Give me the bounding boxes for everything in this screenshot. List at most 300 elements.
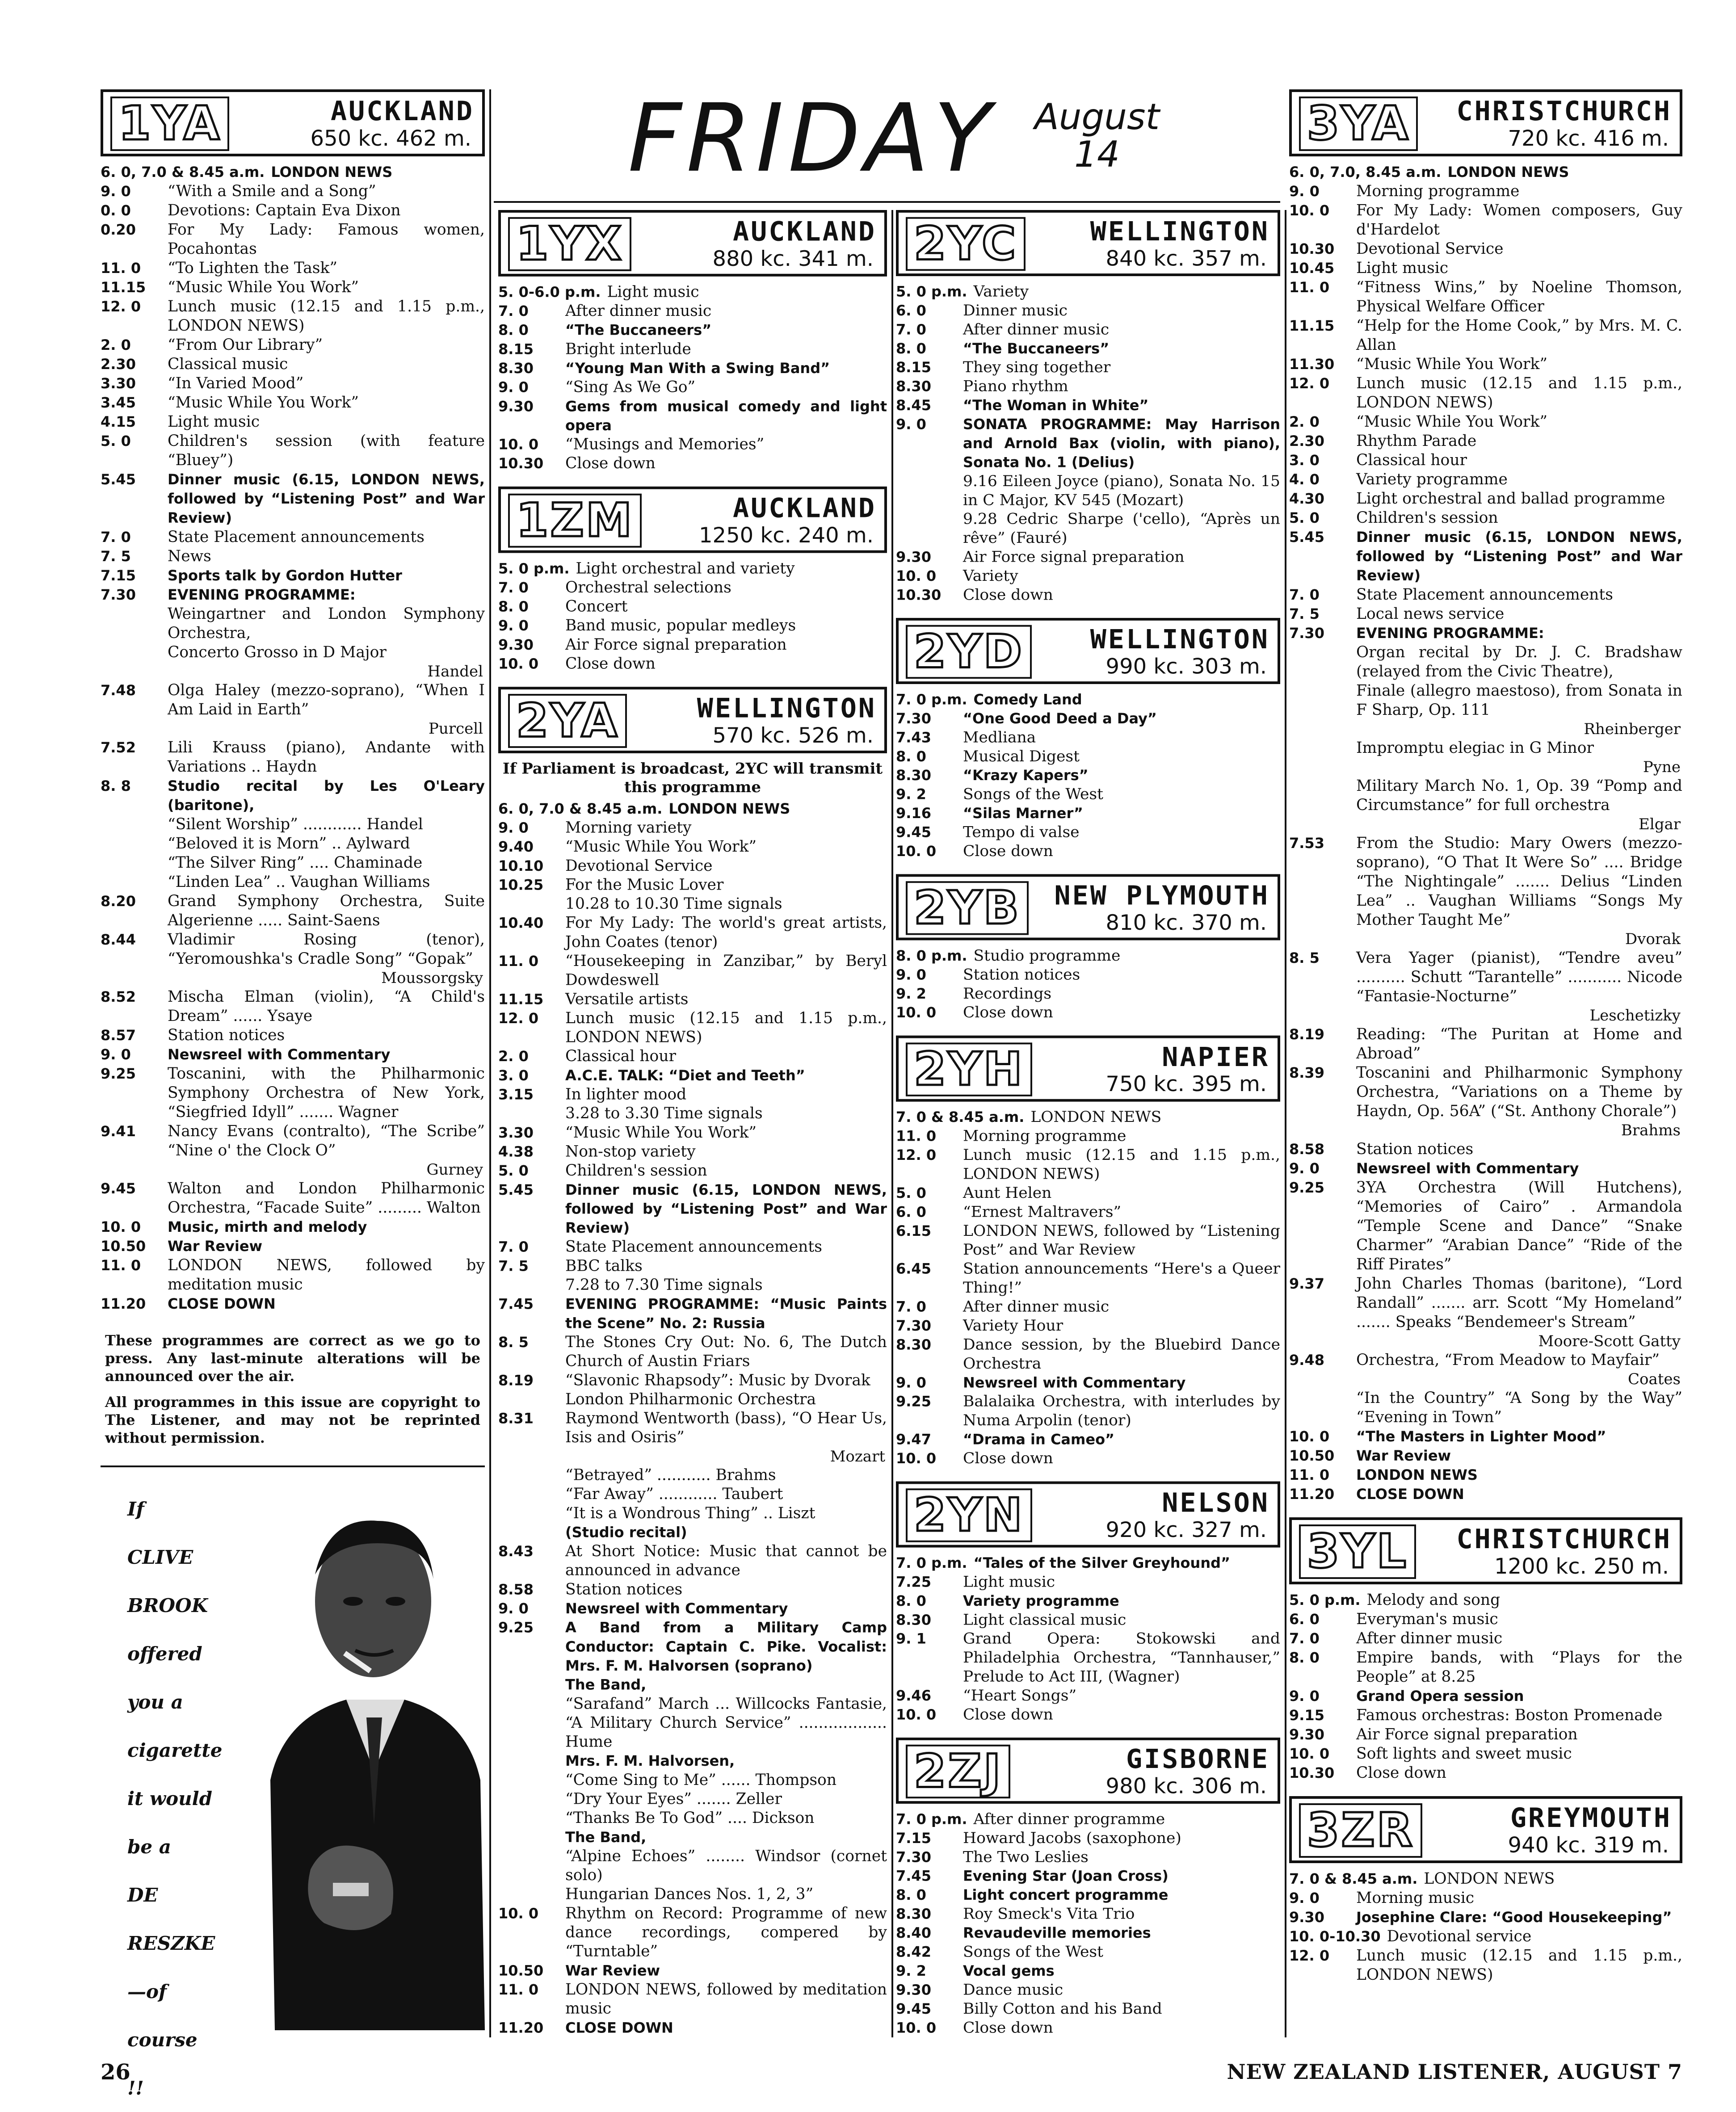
programme-title: “In Varied Mood” bbox=[168, 374, 304, 392]
ad-line: course bbox=[127, 2029, 198, 2051]
programme-1yx bbox=[498, 283, 887, 473]
programme-title: “Far Away” ............ Taubert bbox=[565, 1485, 783, 1503]
programme-item bbox=[101, 1218, 485, 1237]
programme-time: 10. 0 bbox=[498, 1905, 539, 1922]
programme-title: Vladimir Rosing (tenor), “Yeromoushka's Cradle Song” “Gopak” bbox=[168, 931, 485, 968]
programme-time bbox=[498, 1523, 565, 1542]
programme-title: Revaudeville memories bbox=[963, 1924, 1151, 1941]
programme-title: Devotions: Captain Eva Dixon bbox=[168, 202, 401, 219]
programme-item bbox=[101, 853, 485, 873]
composer-credit: Purcell bbox=[429, 720, 483, 738]
programme-item bbox=[1289, 624, 1682, 643]
programme-time: 8.15 bbox=[498, 340, 534, 358]
programme-title: Songs of the West bbox=[963, 785, 1103, 803]
programme-title: “Linden Lea” .. Vaughan Williams bbox=[168, 873, 430, 891]
station-header-1zm bbox=[498, 487, 887, 553]
programme-item bbox=[1289, 489, 1682, 508]
programme-time: 7.45 bbox=[896, 1868, 931, 1885]
programme-2zj bbox=[896, 1810, 1280, 2037]
programme-time: 6. 0, 7.0, 8.45 a.m. bbox=[1289, 164, 1442, 181]
programme-item bbox=[896, 728, 1280, 747]
programme-time: 8.15 bbox=[896, 359, 931, 376]
programme-time: 9.25 bbox=[896, 1393, 931, 1410]
programme-title: Children's session bbox=[565, 1162, 707, 1180]
programme-time bbox=[498, 1104, 565, 1123]
station-header-2yb bbox=[896, 874, 1280, 940]
programme-item bbox=[498, 359, 887, 378]
city: NELSON bbox=[1162, 1487, 1269, 1519]
programme-title: Piano rhythm bbox=[963, 378, 1068, 395]
programme-item bbox=[101, 738, 485, 777]
programme-title: “Tales of the Silver Greyhound” bbox=[973, 1554, 1231, 1571]
programme-title: Devotional Service bbox=[565, 857, 713, 875]
programme-item bbox=[896, 1127, 1280, 1146]
programme-item bbox=[498, 2019, 887, 2038]
programme-item bbox=[498, 1961, 887, 1981]
column-rule bbox=[891, 210, 893, 2037]
programme-time bbox=[498, 1485, 565, 1504]
programme-item bbox=[498, 597, 887, 617]
programme-item bbox=[896, 823, 1280, 842]
programme-title: Morning programme bbox=[963, 1127, 1127, 1145]
programme-time: 10.25 bbox=[498, 876, 544, 894]
programme-time: 8.58 bbox=[1289, 1141, 1324, 1158]
programme-item bbox=[896, 1004, 1280, 1022]
programme-item bbox=[498, 340, 887, 359]
programme-item bbox=[896, 1335, 1280, 1373]
programme-item bbox=[896, 1449, 1280, 1468]
programme-item bbox=[498, 952, 887, 990]
programme-time: 8.19 bbox=[1289, 1026, 1324, 1043]
programme-title: 9.16 Eileen Joyce (piano), Sonata No. 15 in C Major, KV 545 (Mozart) bbox=[963, 472, 1280, 509]
programme-item bbox=[896, 1203, 1280, 1222]
programme-item bbox=[896, 984, 1280, 1003]
programme-item bbox=[896, 1222, 1280, 1260]
programme-title: Versatile artists bbox=[565, 990, 689, 1008]
programme-item bbox=[1289, 1063, 1682, 1121]
programme-time: 9.15 bbox=[1289, 1707, 1324, 1724]
ad-line: —of bbox=[127, 1981, 167, 2003]
programme-time: 4.30 bbox=[1289, 490, 1324, 507]
programme-title: Mrs. F. M. Halvorsen, bbox=[565, 1752, 735, 1770]
programme-time: 10.50 bbox=[101, 1238, 146, 1255]
city: WELLINGTON bbox=[1090, 216, 1269, 247]
programme-time: 11. 0 bbox=[498, 1981, 539, 1998]
programme-item bbox=[896, 946, 1280, 965]
programme-title: 10.28 to 10.30 Time signals bbox=[565, 895, 782, 913]
programme-time: 7. 5 bbox=[101, 548, 131, 565]
programme-time: 10.50 bbox=[498, 1962, 544, 1979]
programme-item bbox=[896, 358, 1280, 377]
programme-title: After dinner music bbox=[1356, 1629, 1503, 1647]
programme-title: The Band, bbox=[565, 1829, 647, 1846]
programme-title: Station notices bbox=[168, 1026, 285, 1044]
programme-title: Morning programme bbox=[1356, 182, 1520, 200]
programme-time: 7. 0 bbox=[101, 529, 131, 546]
programme-time: 7.43 bbox=[896, 729, 931, 746]
programme-title: Band music, popular medleys bbox=[565, 617, 796, 635]
column-2-right bbox=[896, 210, 1280, 2037]
programme-title: Devotional service bbox=[1387, 1927, 1532, 1945]
programme-item bbox=[1289, 681, 1682, 720]
programme-time: 7. 0 bbox=[498, 1238, 529, 1255]
programme-item bbox=[1289, 1465, 1682, 1485]
programme-time: 9.30 bbox=[896, 549, 931, 566]
programme-title: “Music While You Work” bbox=[1356, 413, 1547, 431]
programme-title: “Help for the Home Cook,” by Mrs. M. C. Allan bbox=[1356, 317, 1682, 354]
frequency: 880 kc. 341 m. bbox=[712, 246, 874, 271]
frequency: 990 kc. 303 m. bbox=[1105, 654, 1267, 679]
programme-title: Close down bbox=[963, 842, 1053, 860]
programme-title: “Heart Songs” bbox=[963, 1687, 1077, 1705]
programme-item bbox=[896, 472, 1280, 510]
programme-title: “Betrayed” ........... Brahms bbox=[565, 1466, 776, 1484]
programme-title: “One Good Deed a Day” bbox=[963, 710, 1157, 727]
programme-item bbox=[101, 374, 485, 393]
programme-2yd bbox=[896, 690, 1280, 861]
programme-time: 5. 0 p.m. bbox=[498, 560, 570, 577]
programme-item bbox=[101, 259, 485, 278]
programme-title: Comedy Land bbox=[973, 691, 1082, 708]
city: NAPIER bbox=[1162, 1041, 1269, 1073]
programme-item bbox=[896, 1961, 1280, 1980]
programme-time: 8. 0 bbox=[896, 748, 926, 765]
programme-title: Vera Yager (pianist), “Tendre aveu” .......... Schutt “Tarantelle” ........... Nicode “Fantasie-Nocturne” bbox=[1356, 949, 1682, 1005]
programme-item bbox=[498, 1409, 887, 1447]
programme-item bbox=[1289, 1610, 1682, 1629]
programme-item bbox=[1289, 1946, 1682, 1985]
programme-item bbox=[896, 1943, 1280, 1961]
programme-item bbox=[498, 1142, 887, 1162]
programme-time: 6.15 bbox=[896, 1222, 931, 1239]
programme-item bbox=[1289, 949, 1682, 1006]
programme-time: 10. 0 bbox=[896, 1004, 937, 1021]
programme-time: 11. 0 bbox=[101, 260, 141, 277]
programme-time: 11.30 bbox=[1289, 356, 1335, 373]
programme-item bbox=[1289, 432, 1682, 451]
programme-time: 6. 0, 7.0 & 8.45 a.m. bbox=[498, 800, 663, 817]
programme-time: 8. 0 bbox=[896, 1886, 926, 1904]
programme-time: 7.30 bbox=[101, 586, 136, 603]
programme-time: 11.15 bbox=[1289, 317, 1335, 334]
programme-time: 10. 0 bbox=[896, 1706, 937, 1723]
programme-time: 10.30 bbox=[1289, 240, 1335, 257]
programme-item bbox=[896, 690, 1280, 709]
programme-item bbox=[896, 1184, 1280, 1202]
programme-item bbox=[896, 709, 1280, 728]
column-3 bbox=[1289, 89, 1682, 1985]
programme-title: LONDON NEWS, followed by meditation music bbox=[565, 1981, 887, 2018]
programme-item bbox=[101, 1122, 485, 1160]
programme-title: Station notices bbox=[565, 1580, 683, 1599]
programme-title: Howard Jacobs (saxophone) bbox=[963, 1829, 1181, 1847]
programme-time: 4. 0 bbox=[1289, 471, 1320, 488]
column-rule bbox=[489, 89, 491, 2037]
programme-time: 8.39 bbox=[1289, 1064, 1324, 1081]
programme-time: 9. 2 bbox=[896, 1962, 926, 1979]
programme-time: 7. 0 bbox=[896, 1298, 926, 1315]
programme-time bbox=[1289, 1389, 1356, 1427]
programme-item bbox=[1289, 1927, 1682, 1946]
programme-item bbox=[498, 559, 887, 579]
programme-title: Soft lights and sweet music bbox=[1356, 1745, 1572, 1763]
programme-item bbox=[896, 1981, 1280, 1999]
programme-time: 7. 0 bbox=[1289, 1630, 1320, 1647]
programme-time: 4.38 bbox=[498, 1143, 534, 1160]
programme-time bbox=[498, 1504, 565, 1523]
programme-title: Close down bbox=[565, 655, 656, 673]
programme-time bbox=[1289, 681, 1356, 720]
programme-item bbox=[101, 873, 485, 892]
programme-item bbox=[498, 1809, 887, 1828]
listener-page bbox=[101, 84, 1682, 2099]
programme-time: 9. 0 bbox=[1289, 183, 1320, 200]
frequency: 840 kc. 357 m. bbox=[1105, 246, 1267, 271]
programme-item bbox=[498, 1980, 887, 2018]
programme-time: 10. 0 bbox=[896, 567, 937, 584]
programme-title: Lunch music (12.15 and 1.15 p.m., LONDON NEWS) bbox=[1356, 374, 1682, 411]
programme-item bbox=[896, 1829, 1280, 1847]
programme-2yn bbox=[896, 1554, 1280, 1724]
frequency: 810 kc. 370 m. bbox=[1105, 910, 1267, 935]
programme-item bbox=[498, 1599, 887, 1618]
programme-title: Dinner music (6.15, LONDON NEWS, followed by “Listening Post” and War Review) bbox=[565, 1181, 887, 1237]
programme-time: 7. 0 & 8.45 a.m. bbox=[896, 1108, 1025, 1126]
programme-title: Variety programme bbox=[963, 1592, 1119, 1609]
programme-item bbox=[896, 548, 1280, 567]
column-2-left bbox=[498, 210, 887, 2037]
programme-title: Empire bands, with “Plays for the People” at 8.25 bbox=[1356, 1649, 1682, 1686]
programme-title: “Krazy Kapers” bbox=[963, 767, 1089, 784]
programme-title: Lunch music (12.15 and 1.15 p.m., LONDON NEWS) bbox=[565, 1009, 887, 1046]
programme-time: 9. 0 bbox=[896, 966, 926, 983]
programme-item bbox=[1289, 451, 1682, 470]
programme-3ya bbox=[1289, 163, 1682, 1504]
programme-title: “In the Country” “A Song by the Way” “Evening in Town” bbox=[1356, 1389, 1682, 1426]
copyright-notice bbox=[105, 1331, 480, 1447]
programme-title: BBC talks bbox=[565, 1257, 643, 1275]
programme-item bbox=[498, 635, 887, 655]
programme-title: Tempo di valse bbox=[963, 823, 1080, 841]
programme-title: The Two Leslies bbox=[963, 1848, 1089, 1866]
programme-title: Balalaika Orchestra, with interludes by Numa Arpolin (tenor) bbox=[963, 1393, 1280, 1430]
programme-time: 9.30 bbox=[498, 398, 534, 415]
programme-title: Sports talk by Gordon Hutter bbox=[168, 567, 402, 584]
programme-time bbox=[896, 510, 963, 548]
programme-3yl bbox=[1289, 1591, 1682, 1783]
programme-item bbox=[1289, 1591, 1682, 1610]
programme-item bbox=[1289, 1629, 1682, 1648]
programme-time bbox=[498, 1751, 565, 1771]
programme-item bbox=[1289, 1725, 1682, 1744]
day-title: FRIDAY bbox=[628, 84, 996, 193]
programme-item bbox=[1289, 1389, 1682, 1427]
programme-item bbox=[1289, 1869, 1682, 1889]
programme-title: Close down bbox=[565, 454, 656, 473]
programme-title: Light music bbox=[1356, 259, 1449, 277]
programme-title: Nancy Evans (contralto), “The Scribe” “Nine o' the Clock O” bbox=[168, 1122, 485, 1159]
programme-time: 8.20 bbox=[101, 893, 136, 910]
programme-item bbox=[896, 320, 1280, 339]
programme-title: Classical music bbox=[168, 355, 288, 373]
composer-credit: Gurney bbox=[426, 1161, 483, 1179]
programme-time: 11. 0 bbox=[1289, 1466, 1330, 1483]
programme-title: “Silas Marner” bbox=[963, 805, 1083, 822]
programme-title: Children's session bbox=[1356, 509, 1498, 527]
programme-time: 9. 2 bbox=[896, 985, 926, 1002]
programme-item bbox=[1289, 1140, 1682, 1159]
programme-item bbox=[498, 1542, 887, 1580]
programme-title: CLOSE DOWN bbox=[1356, 1486, 1464, 1503]
programme-title: Military March No. 1, Op. 39 “Pomp and Circumstance” for full orchestra bbox=[1356, 777, 1682, 814]
programme-item bbox=[101, 1256, 485, 1294]
programme-item bbox=[1289, 1889, 1682, 1908]
programme-1zm bbox=[498, 559, 887, 674]
programme-title: Close down bbox=[1356, 1764, 1446, 1782]
programme-title: Dance music bbox=[963, 1981, 1063, 1999]
programme-item bbox=[498, 1771, 887, 1790]
programme-time bbox=[498, 1828, 565, 1847]
ad-line: CLIVE bbox=[127, 1546, 193, 1568]
programme-item bbox=[896, 1611, 1280, 1629]
composer-credit: Dvorak bbox=[1625, 930, 1681, 948]
programme-time bbox=[498, 1276, 565, 1295]
programme-title: Newsreel with Commentary bbox=[565, 1600, 788, 1617]
ad-line: cigarette bbox=[127, 1739, 223, 1761]
programme-item bbox=[101, 547, 485, 566]
programme-item bbox=[896, 1591, 1280, 1610]
programme-item bbox=[101, 930, 485, 969]
programme-title: “Alpine Echoes” ........ Windsor (cornet solo) bbox=[565, 1847, 887, 1885]
programme-3zr bbox=[1289, 1869, 1682, 1985]
programme-title: Grand Opera session bbox=[1356, 1688, 1524, 1705]
call-sign: 2YC bbox=[906, 217, 1026, 271]
programme-time: 12. 0 bbox=[101, 298, 141, 315]
station-header-2yc bbox=[896, 210, 1280, 276]
programme-time: 11.20 bbox=[101, 1295, 146, 1312]
programme-item bbox=[498, 616, 887, 635]
programme-title: EVENING PROGRAMME: bbox=[1356, 625, 1544, 642]
programme-title: Devotional Service bbox=[1356, 240, 1504, 258]
programme-2yh bbox=[896, 1108, 1280, 1468]
programme-time: 10. 0 bbox=[101, 1218, 141, 1235]
programme-title: “Sarafand” March ... Willcocks Fantasie, “A Military Church Service” .................. Hume bbox=[565, 1695, 887, 1751]
programme-time bbox=[1289, 643, 1356, 681]
programme-title: Orchestral selections bbox=[565, 579, 731, 596]
programme-title: After dinner programme bbox=[973, 1810, 1165, 1828]
programme-title: Reading: “The Puritan at Home and Abroad” bbox=[1356, 1025, 1682, 1062]
programme-item bbox=[1289, 777, 1682, 815]
programme-time: 5. 0 bbox=[896, 1184, 926, 1201]
programme-title: Children's session (with feature “Bluey”) bbox=[168, 432, 485, 469]
programme-item bbox=[896, 966, 1280, 984]
programme-time: 7. 0 p.m. bbox=[896, 691, 967, 708]
programme-item bbox=[101, 163, 485, 182]
programme-time: 3. 0 bbox=[1289, 452, 1320, 469]
programme-time bbox=[498, 1847, 565, 1885]
programme-time: 9.47 bbox=[896, 1431, 931, 1448]
programme-1ya bbox=[101, 163, 485, 1314]
column-rule bbox=[1285, 210, 1286, 2037]
programme-item bbox=[498, 1123, 887, 1142]
city: NEW PLYMOUTH bbox=[1054, 880, 1269, 911]
programme-item bbox=[498, 1085, 887, 1104]
programme-title: Aunt Helen bbox=[963, 1184, 1052, 1202]
programme-time: 9.45 bbox=[896, 2000, 931, 2017]
programme-item bbox=[896, 415, 1280, 472]
programme-title: “Sing As We Go” bbox=[565, 378, 696, 396]
programme-title: War Review bbox=[1356, 1447, 1451, 1464]
programme-title: Lunch music (12.15 and 1.15 p.m., LONDON NEWS) bbox=[963, 1146, 1280, 1183]
programme-item bbox=[101, 182, 485, 201]
composer-credit: Rheinberger bbox=[1584, 720, 1681, 738]
ad-line: it would bbox=[127, 1788, 213, 1810]
programme-time: 3.15 bbox=[498, 1086, 534, 1103]
station-header-2yn bbox=[896, 1482, 1280, 1548]
programme-item bbox=[498, 1904, 887, 1961]
station-header-2yh bbox=[896, 1036, 1280, 1102]
programme-item bbox=[498, 857, 887, 876]
programme-item bbox=[498, 655, 887, 674]
station-header-2zj bbox=[896, 1738, 1280, 1804]
programme-time: 9. 0 bbox=[896, 416, 926, 433]
programme-item bbox=[896, 1999, 1280, 2018]
programme-title: “The Buccaneers” bbox=[963, 340, 1110, 357]
programme-item bbox=[498, 914, 887, 952]
composer-credit: Elgar bbox=[1639, 815, 1681, 833]
programme-time: 8.31 bbox=[498, 1410, 534, 1427]
programme-title: From the Studio: Mary Owers (mezzo-soprano), “O That It Were So” .... Bridge “The Nightingale” ....... Delius “Linden Lea” .. Vaughan Williams “Songs My Mother Taught Me” bbox=[1356, 834, 1682, 929]
programme-item bbox=[101, 681, 485, 719]
programme-time: 9. 2 bbox=[896, 786, 926, 803]
programme-item bbox=[498, 1104, 887, 1123]
programme-title: Orchestra, “From Meadow to Mayfair” bbox=[1356, 1351, 1660, 1369]
programme-title: Studio programme bbox=[973, 947, 1121, 965]
station-header-1ya bbox=[101, 89, 485, 156]
programme-item bbox=[1289, 1274, 1682, 1332]
programme-title: At Short Notice: Music that cannot be announced in advance bbox=[565, 1542, 887, 1579]
day-number: 14 bbox=[1074, 134, 1120, 175]
programme-time: 10.30 bbox=[896, 586, 942, 604]
programme-item bbox=[1289, 739, 1682, 758]
programme-title: Dance session, by the Bluebird Dance Orchestra bbox=[963, 1335, 1280, 1373]
programme-title: Songs of the West bbox=[963, 1943, 1103, 1961]
programme-time: 8.30 bbox=[498, 360, 534, 377]
programme-time: 7.30 bbox=[896, 1848, 931, 1866]
programme-time bbox=[896, 472, 963, 510]
programme-title: Close down bbox=[963, 2019, 1053, 2037]
programme-time: 10.10 bbox=[498, 857, 544, 874]
ad-line: BROOK bbox=[127, 1595, 208, 1617]
programme-time bbox=[498, 1675, 565, 1695]
programme-title: Mischa Elman (violin), “A Child's Dream” ...... Ysaye bbox=[168, 988, 485, 1025]
programme-time: 3.30 bbox=[101, 375, 136, 392]
programme-title: Walton and London Philharmonic Orchestra, “Facade Suite” ......... Walton bbox=[168, 1180, 485, 1217]
programme-time: 8. 0 bbox=[896, 340, 926, 357]
header-rule bbox=[494, 201, 1280, 203]
programme-title: For the Music Lover bbox=[565, 876, 724, 894]
programme-title: Dinner music (6.15, LONDON NEWS, followed by “Listening Post” and War Review) bbox=[1356, 529, 1682, 584]
programme-time: 2.30 bbox=[101, 356, 136, 373]
programme-title: A.C.E. TALK: “Diet and Teeth” bbox=[565, 1067, 805, 1084]
programme-title: Concert bbox=[565, 597, 628, 616]
programme-title: The Stones Cry Out: No. 6, The Dutch Church of Austin Friars bbox=[565, 1333, 887, 1370]
programme-item bbox=[896, 842, 1280, 861]
programme-time: 2. 0 bbox=[101, 336, 131, 353]
programme-item bbox=[101, 432, 485, 470]
programme-title: 3.28 to 3.30 Time signals bbox=[565, 1104, 763, 1123]
programme-time: 0. 0 bbox=[101, 202, 131, 219]
